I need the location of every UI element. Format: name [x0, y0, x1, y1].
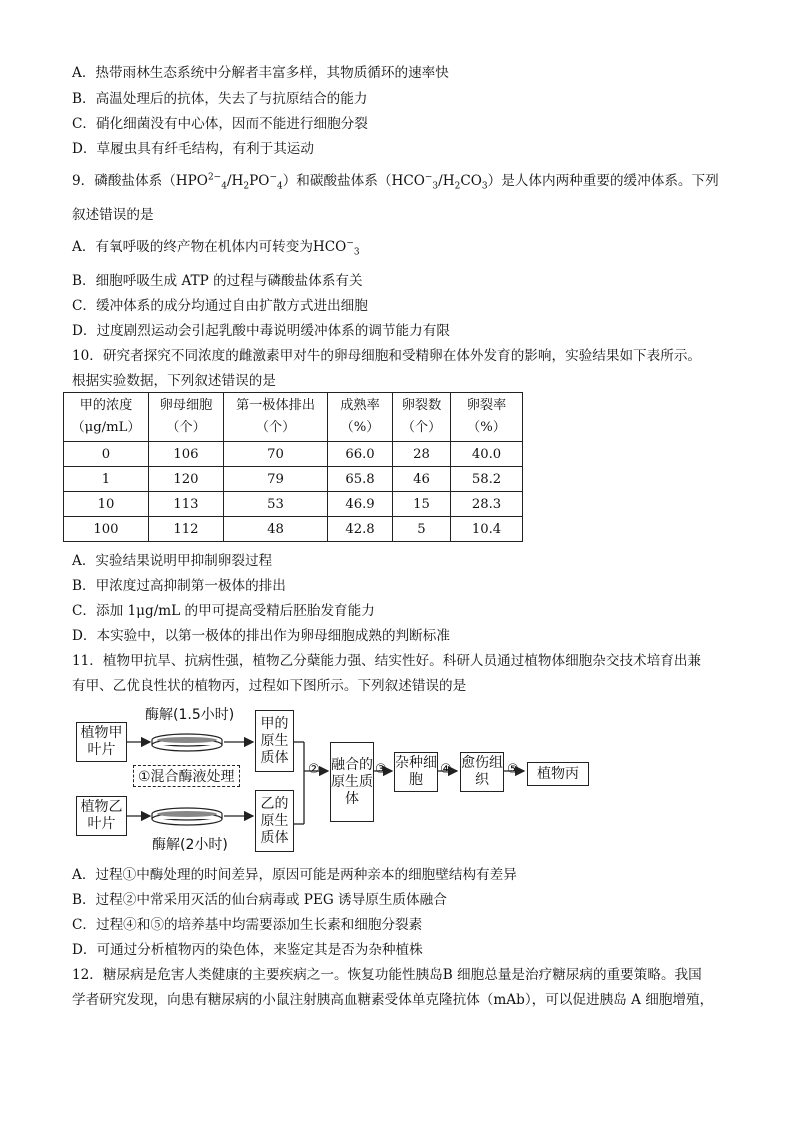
protoplast-a-box: 甲的原生质体 — [255, 710, 294, 772]
table-row — [64, 442, 523, 467]
q10-option-b: B．甲浓度过高抑制第一极体的排出 — [72, 578, 286, 594]
table-header-cell: 卵裂数 （个） — [393, 393, 451, 442]
q11-option-a: A．过程①中酶处理的时间差异，原因可能是两种亲本的细胞壁结构有差异 — [72, 867, 517, 883]
table-cell: 1 — [64, 467, 149, 492]
q9-stem: 9．磷酸盐体系$(HPO^{2-}_4/H_2PO^-_4)$和碳酸盐体系$(HCO^-_3/H_2CO_3)$是人体内两种重要的缓冲体系。下列 — [72, 172, 719, 192]
q11-stem-line1: 11．植物甲抗旱、抗病性强，植物乙分蘖能力强、结实性好。科研人员通过植物体细胞杂交技术培育出兼 — [72, 653, 702, 669]
table-cell: 58.2 — [451, 467, 523, 492]
q10-option-c: C．添加 1μg/mL 的甲可提高受精后胚胎发育能力 — [72, 603, 375, 619]
table-header-cell: 甲的浓度 （μg/mL） — [64, 393, 149, 442]
q8-option-d: D．草履虫具有纤毛结构，有利于其运动 — [72, 141, 314, 157]
table-cell: 28.3 — [451, 492, 523, 517]
table-cell: 70 — [224, 442, 328, 467]
step-4-label: ④ — [440, 762, 452, 777]
table-cell: 113 — [149, 492, 224, 517]
table-cell: 40.0 — [451, 442, 523, 467]
table-cell: 120 — [149, 467, 224, 492]
table-cell: 42.8 — [328, 517, 393, 542]
table-header-cell: 成熟率 （%） — [328, 393, 393, 442]
q10-option-d: D．本实验中，以第一极体的排出作为卵母细胞成熟的判断标准 — [72, 628, 450, 644]
q8-option-b: B．高温处理后的抗体，失去了与抗原结合的能力 — [72, 91, 368, 107]
table-header-cell: 卵母细胞 （个） — [149, 393, 224, 442]
table-header-row — [64, 393, 523, 442]
table-cell: 79 — [224, 467, 328, 492]
table-cell: 53 — [224, 492, 328, 517]
table-cell: 65.8 — [328, 467, 393, 492]
petri-dish-icon — [152, 734, 222, 751]
table-row — [64, 517, 523, 542]
table-cell: 0 — [64, 442, 149, 467]
table-cell: 46 — [393, 467, 451, 492]
table-header-cell: 第一极体排出 （个） — [224, 393, 328, 442]
q11-stem-line2: 有甲、乙优良性状的植物丙，过程如下图所示。下列叙述错误的是 — [72, 678, 467, 694]
table-cell: 48 — [224, 517, 328, 542]
q9-option-d: D．过度剧烈运动会引起乳酸中毒说明缓冲体系的调节能力有限 — [72, 323, 450, 339]
table-cell: 100 — [64, 517, 149, 542]
petri-dish-icon — [152, 808, 222, 825]
q9-option-b: B．细胞呼吸生成 ATP 的过程与磷酸盐体系有关 — [72, 273, 363, 289]
q12-stem-line1: 12．糖尿病是危害人类健康的主要疾病之一。恢复功能性胰岛B 细胞总量是治疗糖尿病的重要策略。我国 — [72, 967, 702, 983]
protoplast-b-box: 乙的原生质体 — [255, 790, 294, 852]
protoplast-fusion-diagram — [72, 704, 632, 856]
q10-option-a: A．实验结果说明甲抑制卵裂过程 — [72, 553, 273, 569]
step-3-label: ③ — [375, 762, 387, 777]
q8-option-a: A．热带雨林生态系统中分解者丰富多样，其物质循环的速率快 — [72, 65, 449, 81]
table-cell: 28 — [393, 442, 451, 467]
table-cell: 112 — [149, 517, 224, 542]
q10-stem-line1: 10．研究者探究不同浓度的雌激素甲对牛的卵母细胞和受精卵在体外发育的影响，实验结果如下表所示。 — [72, 348, 702, 364]
table-header-cell: 卵裂率 （%） — [451, 393, 523, 442]
q12-stem-line2: 学者研究发现，向患有糖尿病的小鼠注射胰高血糖素受体单克隆抗体（mAb），可以促进胰岛 A 细胞增殖， — [72, 992, 714, 1008]
mixed-enzyme-step-label: ①混合酶液处理 — [133, 765, 240, 787]
enzyme-b-label: 酶解(2小时) — [152, 837, 228, 853]
table-cell: 10.4 — [451, 517, 523, 542]
table-row — [64, 492, 523, 517]
q11-option-d: D．可通过分析植物丙的染色体，来鉴定其是否为杂种植株 — [72, 942, 423, 958]
q11-option-b: B．过程②中常采用灭活的仙台病毒或 PEG 诱导原生质体融合 — [72, 892, 447, 908]
table-cell: 5 — [393, 517, 451, 542]
plant-b-box: 植物乙叶片 — [76, 796, 127, 836]
q11-option-c: C．过程④和⑤的培养基中均需要添加生长素和细胞分裂素 — [72, 917, 423, 933]
q9-option-a: A．有氧呼吸的终产物在机体内可转变为$HCO^-_3$ — [72, 238, 360, 258]
enzyme-a-label: 酶解(1.5小时) — [145, 707, 235, 723]
q10-data-table — [63, 392, 523, 542]
q9-option-c: C．缓冲体系的成分均通过自由扩散方式进出细胞 — [72, 298, 368, 314]
table-cell: 106 — [149, 442, 224, 467]
table-cell: 66.0 — [328, 442, 393, 467]
hybrid-cell-box: 杂种细胞 — [394, 752, 438, 792]
table-cell: 10 — [64, 492, 149, 517]
step-2-label: ② — [308, 762, 320, 777]
table-cell: 46.9 — [328, 492, 393, 517]
q8-option-c: C．硝化细菌没有中心体，因而不能进行细胞分裂 — [72, 116, 368, 132]
plant-a-box: 植物甲叶片 — [76, 722, 127, 762]
table-row — [64, 467, 523, 492]
step-5-label: ⑤ — [507, 762, 519, 777]
q9-stem-line2: 叙述错误的是 — [72, 207, 154, 223]
table-cell: 15 — [393, 492, 451, 517]
plant-c-box: 植物丙 — [527, 762, 589, 786]
fused-protoplast-box: 融合的原生质体 — [330, 742, 374, 822]
callus-box: 愈伤组织 — [460, 752, 504, 792]
q10-stem-line2: 根据实验数据，下列叙述错误的是 — [72, 373, 276, 389]
